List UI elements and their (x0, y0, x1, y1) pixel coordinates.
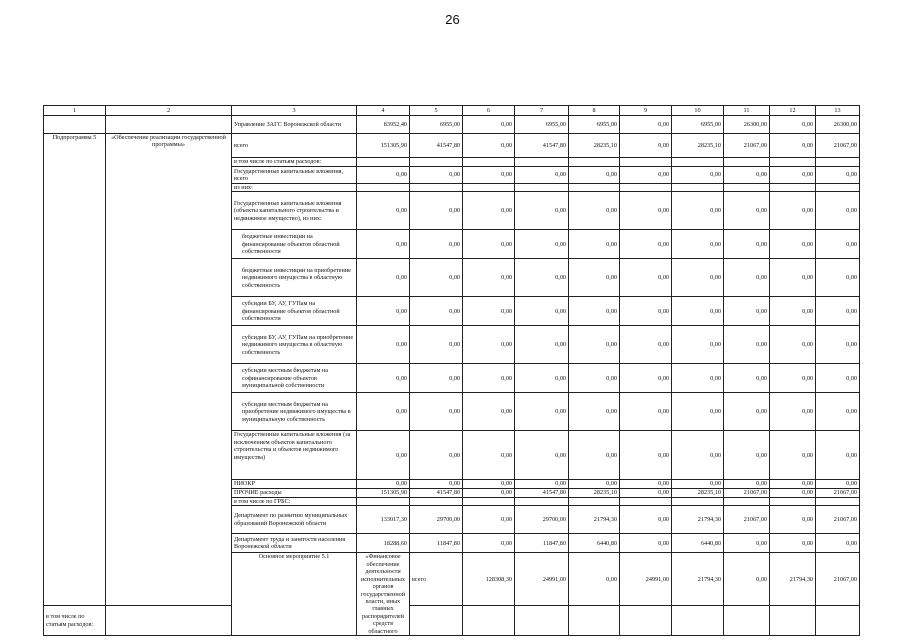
row-label: Государственные капитальные вложения, всего (232, 167, 357, 184)
column-number: 9 (620, 106, 672, 116)
cell-value: 0,00 (620, 230, 672, 259)
cell-value: 0,00 (620, 480, 672, 488)
cell-value: 26300,00 (724, 116, 770, 134)
cell-value: 0,00 (724, 167, 770, 184)
cell-value: 24991,00 (515, 553, 569, 606)
column-number-row (44, 106, 860, 116)
cell-value: 0,00 (816, 480, 860, 488)
cell-value: 0,00 (515, 230, 569, 259)
cell-value: 0,00 (515, 393, 569, 431)
cell-value: 0,00 (724, 230, 770, 259)
row-label: в том числе по статьям расходов: (44, 606, 106, 636)
cell-value: 0,00 (410, 326, 463, 364)
cell-value: 0,00 (463, 116, 515, 134)
cell-value: 0,00 (672, 431, 724, 480)
cell-value: 0,00 (724, 553, 770, 606)
cell-value: 0,00 (569, 297, 620, 326)
subprogram-code: Подпрограмма 5 (44, 134, 106, 606)
cell-value: 0,00 (463, 259, 515, 297)
row-label: субсидии местным бюджетам на приобретение недвижимого имущества в муниципальную собственность (232, 393, 357, 431)
row-label: Государственные капитальные вложения (объекты капитального строительства и недвижимое имущество), из них: (232, 192, 357, 230)
cell-value: 6440,80 (569, 534, 620, 553)
cell-value: 0,00 (569, 393, 620, 431)
table-row (44, 134, 860, 158)
row-label: всего (232, 134, 357, 158)
cell-value: 21067,00 (724, 488, 770, 497)
table-row (44, 606, 860, 636)
cell-value: 0,00 (724, 192, 770, 230)
cell-value: 28235,10 (672, 134, 724, 158)
cell-value: 41547,80 (515, 134, 569, 158)
row-label: в том числе по ГРБС: (232, 497, 357, 505)
cell-value: 21067,00 (724, 506, 770, 534)
cell-value: 0,00 (620, 297, 672, 326)
cell-value: 0,00 (770, 431, 816, 480)
cell-value: 0,00 (770, 167, 816, 184)
cell-value: 0,00 (620, 431, 672, 480)
cell-value: 0,00 (770, 326, 816, 364)
row-label: бюджетные инвестиции на приобретение недвижимого имущества в областную собственность (232, 259, 357, 297)
cell-value: 0,00 (357, 431, 410, 480)
cell-value: 0,00 (410, 480, 463, 488)
cell-value: 0,00 (770, 134, 816, 158)
cell-value: 0,00 (569, 259, 620, 297)
measure-title: «Финансовое обеспечение деятельности исполнительных органов государственной власти, иных главных распорядителей средств областного (357, 553, 410, 636)
row-label: Департамент труда и занятости населения Воронежской области (232, 534, 357, 553)
cell-value: 21794,30 (672, 553, 724, 606)
cell-value: 0,00 (620, 134, 672, 158)
cell-value: 0,00 (463, 192, 515, 230)
cell-value: 0,00 (770, 192, 816, 230)
cell-value: 0,00 (569, 553, 620, 606)
cell-value: 0,00 (620, 167, 672, 184)
cell-value: 6955,00 (410, 116, 463, 134)
cell-value: 0,00 (515, 167, 569, 184)
cell-value: 24991,00 (620, 553, 672, 606)
cell-value: 0,00 (463, 326, 515, 364)
cell-value: 0,00 (357, 297, 410, 326)
cell-value: 133017,30 (357, 506, 410, 534)
cell-value: 83952,40 (357, 116, 410, 134)
table-row (44, 116, 860, 134)
cell-value: 41547,80 (410, 488, 463, 497)
cell-value: 0,00 (410, 393, 463, 431)
cell-value: 0,00 (770, 230, 816, 259)
cell-value: 0,00 (770, 297, 816, 326)
cell-value: 0,00 (672, 167, 724, 184)
cell-value: 0,00 (672, 230, 724, 259)
cell-value: 0,00 (515, 326, 569, 364)
column-number: 4 (357, 106, 410, 116)
row-label: ПРОЧИЕ расходы (232, 488, 357, 497)
cell-value: 0,00 (569, 431, 620, 480)
row-label: Управление ЗАГС Воронежской области (232, 116, 357, 134)
cell-value: 41547,80 (515, 488, 569, 497)
cell-value: 0,00 (357, 326, 410, 364)
cell-value: 0,00 (357, 167, 410, 184)
cell-value: 0,00 (724, 326, 770, 364)
cell-value: 0,00 (816, 192, 860, 230)
cell-value: 0,00 (770, 534, 816, 553)
cell-value: 21067,00 (816, 488, 860, 497)
cell-value: 0,00 (620, 506, 672, 534)
cell-value: 0,00 (724, 480, 770, 488)
column-number: 3 (232, 106, 357, 116)
cell-value: 0,00 (357, 230, 410, 259)
cell-value: 21794,30 (569, 506, 620, 534)
cell-value: 21067,00 (724, 134, 770, 158)
cell-value: 0,00 (463, 297, 515, 326)
cell-value: 0,00 (515, 297, 569, 326)
cell-value: 29700,00 (515, 506, 569, 534)
row-label: Государственные капитальные вложения (за исключением объектов капитального строительства и объектов недвижимого имущества) (232, 431, 357, 480)
row-label: НИОКР (232, 480, 357, 488)
row-label: всего (410, 553, 463, 606)
cell-value: 0,00 (515, 364, 569, 393)
column-number: 6 (463, 106, 515, 116)
cell-value: 0,00 (770, 506, 816, 534)
cell-value: 0,00 (672, 326, 724, 364)
cell-value: 0,00 (463, 506, 515, 534)
row-label: в том числе по статьям расходов: (232, 158, 357, 167)
cell-value: 0,00 (620, 488, 672, 497)
cell-value: 21067,00 (816, 134, 860, 158)
cell-value: 0,00 (620, 326, 672, 364)
column-number: 13 (816, 106, 860, 116)
cell-value: 0,00 (357, 364, 410, 393)
column-number: 12 (770, 106, 816, 116)
cell-value: 0,00 (770, 259, 816, 297)
cell-value: 0,00 (724, 364, 770, 393)
row-label: бюджетные инвестиции на финансирование объектов областной собственности (232, 230, 357, 259)
cell-value: 6440,80 (672, 534, 724, 553)
cell-value: 0,00 (770, 393, 816, 431)
cell-value: 0,00 (672, 259, 724, 297)
cell-value: 0,00 (620, 534, 672, 553)
cell-value: 0,00 (672, 297, 724, 326)
cell-value: 0,00 (672, 192, 724, 230)
cell-value: 0,00 (410, 431, 463, 480)
cell-value: 6955,00 (569, 116, 620, 134)
page-number: 26 (445, 12, 460, 27)
cell-value: 0,00 (463, 134, 515, 158)
cell-value: 0,00 (410, 167, 463, 184)
cell-value: 0,00 (569, 326, 620, 364)
cell-value: 26300,00 (816, 116, 860, 134)
cell-value: 0,00 (410, 259, 463, 297)
cell-value: 0,00 (816, 297, 860, 326)
cell-value: 0,00 (410, 230, 463, 259)
cell-value: 0,00 (724, 431, 770, 480)
cell-value: 18288,60 (357, 534, 410, 553)
cell-value: 0,00 (357, 393, 410, 431)
cell-value: 0,00 (816, 230, 860, 259)
cell-value: 41547,80 (410, 134, 463, 158)
cell-value: 0,00 (770, 116, 816, 134)
cell-value: 0,00 (816, 364, 860, 393)
column-number: 1 (44, 106, 106, 116)
cell-value: 21794,30 (672, 506, 724, 534)
cell-value: 0,00 (357, 192, 410, 230)
cell-value: 6955,00 (672, 116, 724, 134)
cell-value: 0,00 (816, 393, 860, 431)
row-label: субсидии БУ, АУ, ГУПам на финансирование объектов областной собственности (232, 297, 357, 326)
cell-value: 0,00 (672, 393, 724, 431)
cell-value: 0,00 (515, 480, 569, 488)
row-label: субсидии местным бюджетам на софинансирование объектов муниципальной собственности (232, 364, 357, 393)
cell-value: 11847,80 (410, 534, 463, 553)
cell-value: 0,00 (770, 480, 816, 488)
cell-value: 0,00 (569, 364, 620, 393)
column-number: 10 (672, 106, 724, 116)
cell-value: 11847,80 (515, 534, 569, 553)
column-number: 7 (515, 106, 569, 116)
subprogram-title: «Обеспечение реализации государственной программы» (106, 134, 232, 606)
row-label: из них: (232, 184, 357, 192)
cell-value: 28235,10 (569, 134, 620, 158)
cell-value: 0,00 (770, 364, 816, 393)
measure-code: Основное мероприятие 5.1 (232, 553, 357, 636)
cell-value: 0,00 (672, 364, 724, 393)
cell-value: 0,00 (569, 167, 620, 184)
cell-value: 0,00 (724, 297, 770, 326)
cell-value: 0,00 (410, 364, 463, 393)
cell-value: 0,00 (569, 480, 620, 488)
cell-value: 21067,00 (816, 506, 860, 534)
cell-value: 0,00 (620, 393, 672, 431)
cell-value: 0,00 (816, 431, 860, 480)
cell-value: 0,00 (620, 259, 672, 297)
cell-value: 0,00 (724, 534, 770, 553)
cell-value: 0,00 (816, 326, 860, 364)
cell-value: 0,00 (620, 364, 672, 393)
cell-value: 151305,90 (357, 488, 410, 497)
cell-value: 0,00 (672, 480, 724, 488)
cell-value: 0,00 (724, 393, 770, 431)
cell-value: 0,00 (816, 167, 860, 184)
column-number: 8 (569, 106, 620, 116)
cell-value: 0,00 (724, 259, 770, 297)
cell-value: 0,00 (770, 488, 816, 497)
column-number: 11 (724, 106, 770, 116)
cell-value: 0,00 (816, 259, 860, 297)
cell-value: 0,00 (463, 431, 515, 480)
cell-value: 0,00 (463, 167, 515, 184)
cell-value: 0,00 (463, 393, 515, 431)
cell-value: 0,00 (463, 364, 515, 393)
row-label: субсидии БУ, АУ, ГУПам на приобретение недвижимого имущества в областную собственность (232, 326, 357, 364)
cell-value: 0,00 (816, 534, 860, 553)
cell-value: 0,00 (620, 192, 672, 230)
cell-value: 0,00 (410, 192, 463, 230)
cell-value: 0,00 (357, 259, 410, 297)
column-number: 2 (106, 106, 232, 116)
cell-value: 0,00 (463, 488, 515, 497)
cell-value: 0,00 (463, 534, 515, 553)
cell-value: 0,00 (620, 116, 672, 134)
cell-value: 28235,10 (672, 488, 724, 497)
cell-value: 0,00 (515, 259, 569, 297)
column-number: 5 (410, 106, 463, 116)
cell-value: 29700,00 (410, 506, 463, 534)
cell-value: 151305,90 (357, 134, 410, 158)
cell-value: 0,00 (410, 297, 463, 326)
row-label: Департамент по развитию муниципальных образований Воронежской области (232, 506, 357, 534)
cell-value: 0,00 (463, 480, 515, 488)
cell-value: 0,00 (515, 431, 569, 480)
cell-value: 28235,10 (569, 488, 620, 497)
cell-value: 128308,30 (463, 553, 515, 606)
cell-value: 6955,00 (515, 116, 569, 134)
cell-value: 0,00 (569, 230, 620, 259)
budget-table (43, 105, 860, 636)
cell-value: 0,00 (569, 192, 620, 230)
cell-value: 0,00 (515, 192, 569, 230)
cell-value: 0,00 (357, 480, 410, 488)
cell-value: 0,00 (463, 230, 515, 259)
cell-value: 21067,00 (816, 553, 860, 606)
cell-value: 21794,30 (770, 553, 816, 606)
